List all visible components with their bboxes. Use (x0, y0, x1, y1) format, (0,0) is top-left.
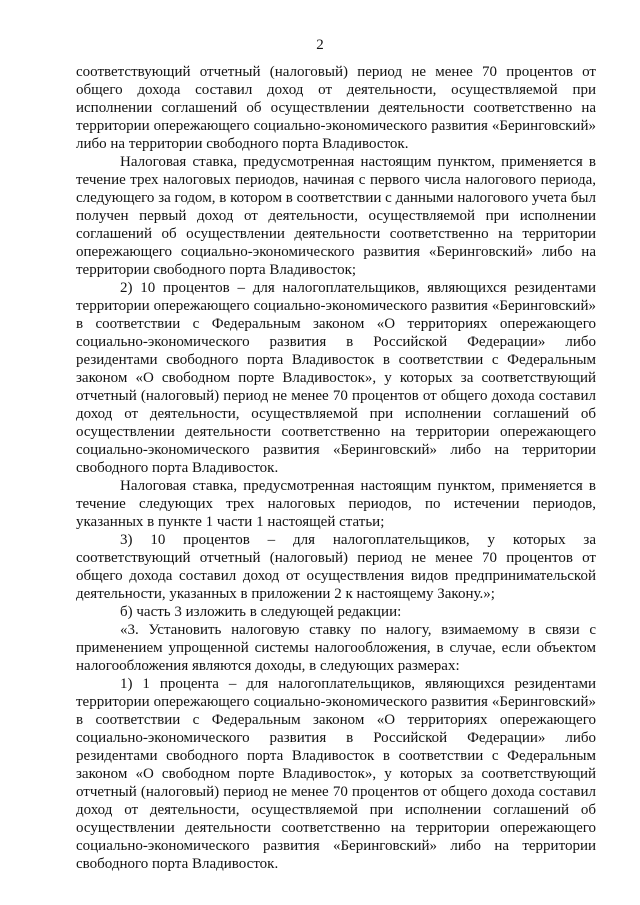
paragraph: б) часть 3 изложить в следующей редакции: (120, 604, 402, 620)
paragraph: 3) 10 процентов – для налогоплательщиков, у которых за соответствующий отчетный (налоговый) период не менее 70 процентов от общего дохода составил доход от осуществления видов предпринимательской деятельности, указанных в приложении 2 к настоящему Закону.»; (76, 532, 596, 602)
paragraph: Налоговая ставка, предусмотренная настоящим пунктом, применяется в течение трех налоговых периодов, начиная с первого числа налогового периода, следующего за годом, в котором в соответствии с данными налогового учета был получен первый доход от деятельности, осуществляемой при исполнении соглашений об осуществлении деятельности соответственно на территории опережающего социально-экономического развития «Беринговский» либо на территории свободного порта Владивосток; (76, 154, 596, 278)
paragraph: соответствующий отчетный (налоговый) период не менее 70 процентов от общего дохода составил доход от деятельности, осуществляемой при исполнении соглашений об осуществлении деятельности соответственно на территории опережающего социально-экономического развития «Беринговский» либо на территории свободного порта Владивосток. (76, 64, 596, 152)
document-body (76, 63, 596, 873)
paragraph: «3. Установить налоговую ставку по налогу, взимаемому в связи с применением упрощенной системы налогообложения, в случае, если объектом налогообложения являются доходы, в следующих размерах: (76, 622, 596, 674)
paragraph: Налоговая ставка, предусмотренная настоящим пунктом, применяется в течение следующих трех налоговых периодов, по истечении периодов, указанных в пункте 1 части 1 настоящей статьи; (76, 478, 596, 530)
paragraph: 2) 10 процентов – для налогоплательщиков, являющихся резидентами территории опережающего социально-экономического развития «Беринговский» в соответствии с Федеральным законом «О территориях опережающего социально-экономического развития в Российской Федерации» либо резидентами свободного порта Владивосток в соответствии с Федеральным законом «О свободном порте Владивосток», у которых за соответствующий отчетный (налоговый) период не менее 70 процентов от общего дохода составил доход от деятельности, осуществляемой при исполнении соглашений об осуществлении деятельности соответственно на территории опережающего социально-экономического развития «Беринговский» либо на территории свободного порта Владивосток. (76, 280, 596, 476)
paragraph: 1) 1 процента – для налогоплательщиков, являющихся резидентами территории опережающего социально-экономического развития «Беринговский» в соответствии с Федеральным законом «О территориях опережающего социально-экономического развития в Российской Федерации» либо резидентами свободного порта Владивосток в соответствии с Федеральным законом «О свободном порте Владивосток», у которых за соответствующий отчетный (налоговый) период не менее 70 процентов от общего дохода составил доход от деятельности, осуществляемой при исполнении соглашений об осуществлении деятельности соответственно на территории опережающего социально-экономического развития «Беринговский» либо на территории свободного порта Владивосток. (76, 676, 596, 872)
page-number: 2 (316, 37, 324, 53)
